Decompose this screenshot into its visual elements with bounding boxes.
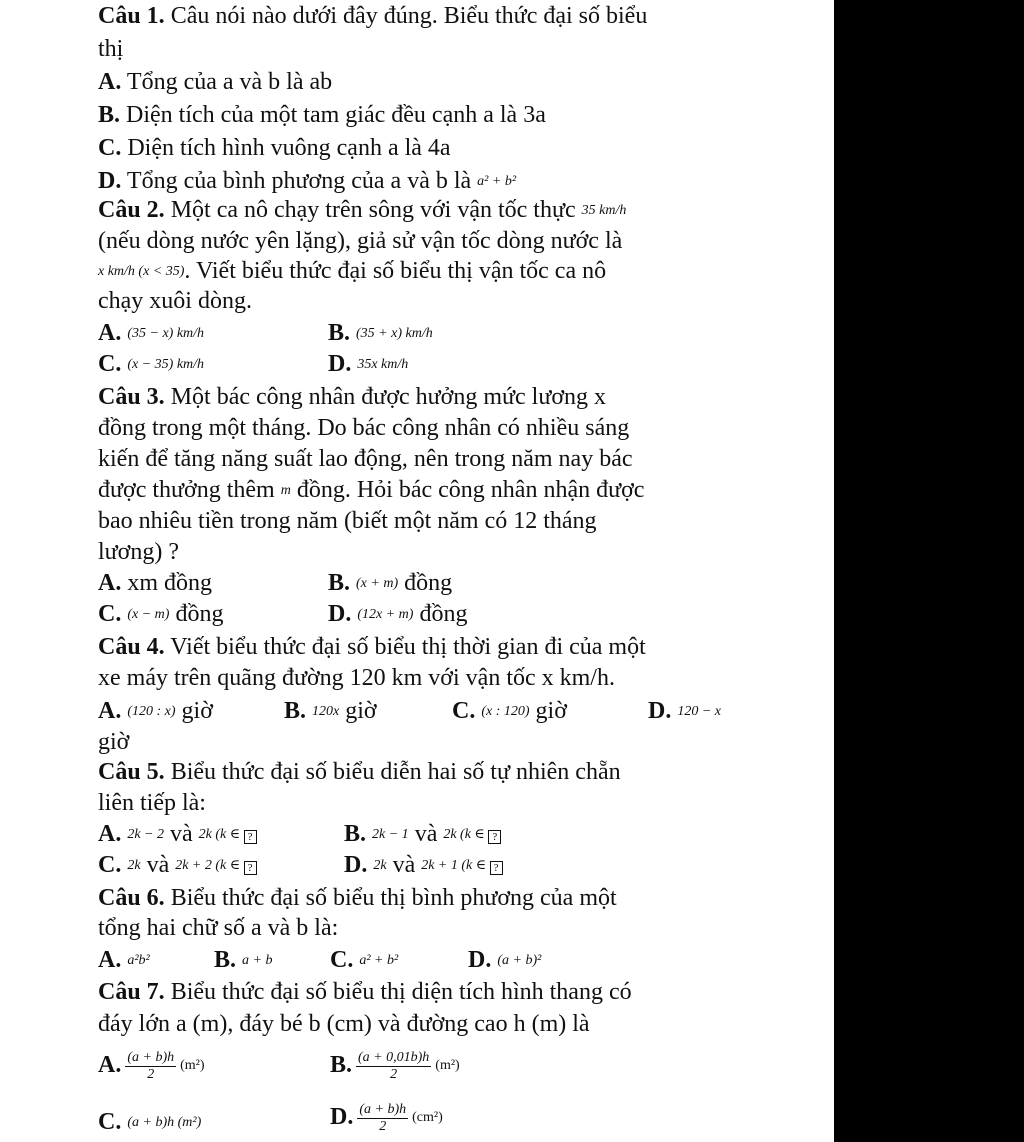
q1-option-c — [98, 134, 451, 162]
option-text: Diện tích của một tam giác đều cạnh a là 3a — [120, 102, 546, 128]
option-math: a²b² — [127, 953, 150, 968]
q6-text-1: Biểu thức đại số biểu thị bình phương của một — [164, 885, 617, 911]
option-text: Tổng của bình phương của a và b là — [121, 168, 478, 194]
option-math: (x + m) — [356, 576, 399, 591]
option-label: C. — [98, 351, 122, 377]
option-label: D. — [344, 852, 368, 878]
option-unit: (m²) — [180, 1058, 205, 1074]
option-math: 120x — [312, 704, 340, 719]
q1-text-1: Câu nói nào dưới đây đúng. Biểu thức đại số biểu — [164, 3, 648, 29]
q4-line-1 — [98, 633, 646, 661]
option-label: A. — [98, 69, 122, 95]
fraction-numerator: (a + b)h — [359, 1102, 407, 1117]
option-fraction — [357, 1102, 408, 1135]
q7-text-1: Biểu thức đại số biểu thị diện tích hình thang có — [164, 979, 632, 1005]
missing-glyph-icon: ? — [490, 861, 503, 875]
option-and: và — [408, 821, 444, 847]
option-text: giờ — [175, 698, 213, 724]
q6-line-2: tổng hai chữ số a và b là: — [98, 915, 339, 941]
option-fraction — [125, 1050, 176, 1083]
option-label: A. — [98, 1052, 122, 1079]
option-label: A. — [98, 570, 122, 596]
option-label: C. — [452, 698, 476, 724]
q2-option-d — [328, 350, 408, 379]
q5-option-a — [98, 820, 257, 849]
q7-option-a — [98, 1050, 205, 1083]
q3-text-4a: được thưởng thêm — [98, 477, 281, 503]
q6-line-1 — [98, 884, 617, 912]
q1-option-d — [98, 167, 516, 196]
option-math: (x − m) — [127, 607, 170, 622]
option-math: (120 : x) — [127, 704, 176, 719]
option-math: a + b — [242, 953, 273, 968]
option-label: B. — [98, 102, 121, 128]
option-label: C. — [98, 1109, 122, 1135]
q2-option-c — [98, 350, 204, 379]
option-math: (35 + x) km/h — [356, 326, 433, 341]
q6-option-b — [214, 946, 272, 975]
q7-option-b — [330, 1050, 460, 1083]
option-math: 120 − x — [677, 704, 722, 719]
q1-line-2: thị — [98, 36, 124, 62]
option-unit: (m²) — [435, 1058, 460, 1074]
q5-option-b — [344, 820, 501, 849]
fraction-denominator: 2 — [147, 1067, 155, 1082]
q3-line-6: lương) ? — [98, 539, 180, 565]
q3-line-3: kiến để tăng năng suất lao động, nên trong năm nay bác — [98, 446, 633, 472]
missing-glyph-icon: ? — [244, 830, 257, 844]
q3-math-m: m — [280, 483, 291, 498]
option-text: giờ — [529, 698, 567, 724]
option-label: D. — [328, 351, 352, 377]
option-math-2: 2k (k ∈ — [198, 827, 244, 842]
option-text: giờ — [339, 698, 377, 724]
option-label: C. — [98, 601, 122, 627]
q2-line-4: chạy xuôi dòng. — [98, 288, 252, 314]
q3-line-1 — [98, 383, 606, 411]
option-math: 35x km/h — [357, 357, 409, 372]
fraction-numerator: (a + 0,01b)h — [358, 1050, 430, 1065]
q2-text-3: . Viết biểu thức đại số biểu thị vận tốc ca nô — [184, 258, 607, 284]
option-math: (35 − x) km/h — [127, 326, 205, 341]
option-label: A. — [98, 821, 122, 847]
option-text: Tổng của a và b là ab — [121, 69, 333, 95]
option-math: (x − 35) km/h — [127, 357, 205, 372]
q7-line-2: đáy lớn a (m), đáy bé b (cm) và đường cao h (m) là — [98, 1011, 590, 1037]
option-math-1: 2k — [373, 858, 387, 873]
q4-option-d — [648, 697, 721, 726]
option-label: C. — [98, 135, 122, 161]
q2-math-2: x km/h (x < 35) — [98, 264, 185, 279]
q2-math-1: 35 km/h — [581, 203, 627, 218]
option-label: D. — [330, 1104, 354, 1131]
q6-option-d — [468, 946, 541, 975]
q7-option-c — [98, 1108, 201, 1137]
fraction-denominator: 2 — [379, 1119, 387, 1134]
option-math-2: 2k + 1 (k ∈ — [421, 858, 490, 873]
q3-text-4b: đồng. Hỏi bác công nhân nhận được — [290, 477, 645, 503]
q3-option-c — [98, 600, 223, 629]
q4-option-a — [98, 697, 213, 726]
q5-line-2: liên tiếp là: — [98, 790, 206, 816]
option-math-1: 2k − 1 — [372, 827, 409, 842]
q2-option-a — [98, 319, 204, 348]
option-label: B. — [328, 320, 351, 346]
option-text: đồng — [169, 601, 224, 627]
q3-option-a — [98, 569, 212, 597]
option-label: D. — [648, 698, 672, 724]
q4-title: Câu 4. — [98, 634, 165, 660]
option-and: và — [386, 852, 422, 878]
option-math: a² + b² — [477, 174, 517, 189]
option-math: (a + b)h (m²) — [127, 1115, 202, 1130]
option-and: và — [164, 821, 199, 847]
q4-option-b — [284, 697, 377, 726]
option-and: và — [140, 852, 176, 878]
option-text: xm đồng — [121, 570, 213, 596]
q2-text-1: Một ca nô chạy trên sông với vận tốc thực — [164, 197, 582, 223]
q7-title: Câu 7. — [98, 979, 165, 1005]
option-label: B. — [214, 947, 237, 973]
q1-title: Câu 1. — [98, 3, 165, 29]
fraction-denominator: 2 — [390, 1067, 398, 1082]
option-math: a² + b² — [359, 953, 399, 968]
q1-option-b — [98, 101, 546, 129]
option-label: C. — [98, 852, 122, 878]
option-label: D. — [328, 601, 352, 627]
q7-option-d — [330, 1102, 443, 1135]
option-math-1: 2k — [127, 858, 141, 873]
q6-title: Câu 6. — [98, 885, 165, 911]
q4-line-2: xe máy trên quãng đường 120 km với vận tốc x km/h. — [98, 665, 615, 691]
q2-line-2: (nếu dòng nước yên lặng), giả sử vận tốc dòng nước là — [98, 228, 623, 254]
q3-text-1: Một bác công nhân được hưởng mức lương x — [164, 384, 607, 410]
q4-tail: giờ — [98, 729, 130, 755]
q2-option-b — [328, 319, 433, 348]
option-label: D. — [98, 168, 122, 194]
q2-title: Câu 2. — [98, 197, 165, 223]
q6-option-a — [98, 946, 150, 975]
option-math: (12x + m) — [357, 607, 414, 622]
option-math: (x : 120) — [481, 704, 530, 719]
q3-line-2: đồng trong một tháng. Do bác công nhân có nhiều sáng — [98, 415, 630, 441]
option-label: B. — [330, 1052, 353, 1079]
q2-line-3 — [98, 257, 606, 286]
q5-line-1 — [98, 758, 621, 786]
option-label: A. — [98, 698, 122, 724]
q4-text-1: Viết biểu thức đại số biểu thị thời gian đi của một — [164, 634, 646, 660]
q5-text-1: Biểu thức đại số biểu diễn hai số tự nhiên chẵn — [164, 759, 621, 785]
missing-glyph-icon: ? — [488, 830, 501, 844]
missing-glyph-icon: ? — [244, 861, 257, 875]
option-label: A. — [98, 947, 122, 973]
option-text: đồng — [398, 570, 453, 596]
q3-option-b — [328, 569, 452, 598]
option-label: B. — [344, 821, 367, 847]
option-label: D. — [468, 947, 492, 973]
q3-title: Câu 3. — [98, 384, 165, 410]
option-label: B. — [328, 570, 351, 596]
q5-option-d — [344, 851, 503, 880]
q3-line-4 — [98, 476, 644, 505]
option-label: A. — [98, 320, 122, 346]
q3-option-d — [328, 600, 467, 629]
option-math: (a + b)² — [497, 953, 542, 968]
option-math-1: 2k − 2 — [127, 827, 165, 842]
fraction-numerator: (a + b)h — [127, 1050, 175, 1065]
q2-line-1 — [98, 196, 626, 225]
option-label: B. — [284, 698, 307, 724]
q4-option-c — [452, 697, 567, 726]
q1-option-a — [98, 68, 332, 96]
option-unit: (cm²) — [412, 1110, 443, 1126]
q1-line-1 — [98, 2, 647, 30]
option-math-2: 2k + 2 (k ∈ — [175, 858, 244, 873]
q5-title: Câu 5. — [98, 759, 165, 785]
option-label: C. — [330, 947, 354, 973]
q5-option-c — [98, 851, 257, 880]
option-text: Diện tích hình vuông cạnh a là 4a — [121, 135, 451, 161]
q6-option-c — [330, 946, 398, 975]
q3-line-5: bao nhiêu tiền trong năm (biết một năm có 12 tháng — [98, 508, 597, 534]
q7-line-1 — [98, 978, 632, 1006]
option-text: đồng — [413, 601, 468, 627]
option-math-2: 2k (k ∈ — [443, 827, 489, 842]
option-fraction — [356, 1050, 431, 1083]
